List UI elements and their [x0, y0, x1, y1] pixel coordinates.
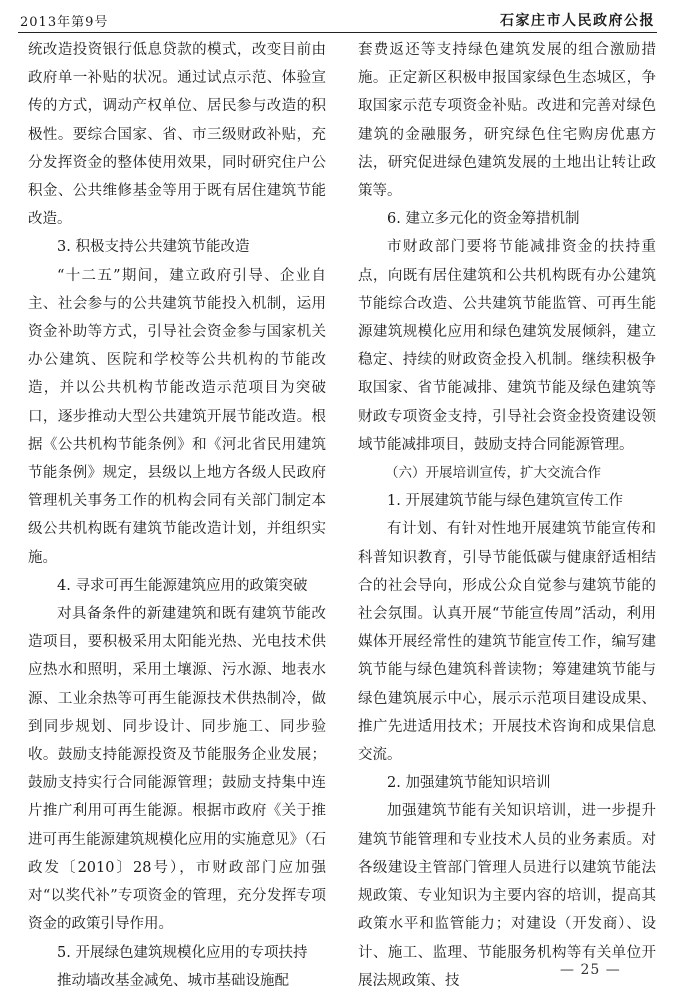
subheading: 1. 开展建筑节能与绿色建筑宣传工作: [387, 493, 623, 510]
subheading: 6. 建立多元化的资金筹措机制: [387, 211, 580, 228]
journal-title: 石家庄市人民政府公报: [500, 13, 655, 29]
paragraph: 对具备条件的新建建筑和既有建筑节能改造项目，要积极采用太阳能光热、光电技术供应热水和照明，采用土壤源、污水源、地表水源、工业余热等可再生能源技术供热制冷，做到同步规划、同步设计、同步施工、同步验收。鼓励支持能源投资及节能服务企业发展；鼓励支持实行合同能源管理；鼓励支持集中连片推广利用可再生能源。根据市政府《关于推进可再生能源建筑规模化应用的实施意见》（石政发〔2010〕28号），市财政部门应加强对“以奖代补”专项资金的管理，充分发挥专项资金的政策引导作用。: [28, 606, 326, 933]
left-column: [28, 36, 326, 995]
right-column: [358, 36, 656, 995]
page-number: — 25 —: [560, 962, 621, 978]
paragraph: 推动墙改基金减免、城市基础设施配: [57, 972, 289, 989]
paragraph: 市财政部门要将节能减排资金的扶持重点，向既有居住建筑和公共机构既有办公建筑节能综合改造、公共建筑节能监管、可再生能源建筑规模化应用和绿色建筑发展倾斜，建立稳定、持续的财政资金投入机制。继续积极争取国家、省节能减排、建筑节能及绿色建筑等财政专项资金支持，引导社会资金投资建设领域节能减排项目，鼓励支持合同能源管理。: [358, 239, 656, 453]
paragraph: 统改造投资银行低息贷款的模式，改变目前由政府单一补贴的状况。通过试点示范、体验宣传的方式，调动产权单位、居民参与改造的积极性。要综合国家、省、市三级财政补贴，充分发挥资金的整体使用效果，同时研究住户公积金、公共维修基金等用于既有居住建筑节能改造。: [28, 42, 326, 228]
section-heading: （六）开展培训宣传，扩大交流合作: [385, 465, 601, 482]
issue-label: 2013年第9号: [20, 15, 109, 30]
paragraph: “十二五”期间，建立政府引导、企业自主、社会参与的公共建筑节能投入机制，运用资金补助等方式，引导社会资金参与国家机关办公建筑、医院和学校等公共机构的节能改造，并以公共机构节能改造示范项目为突破口，逐步推动大型公共建筑开展节能改造。根据《公共机构节能条例》和《河北省民用建筑节能条例》规定，县级以上地方各级人民政府管理机关事务工作的机构会同有关部门制定本级公共机构既有建筑节能改造计划，并组织实施。: [28, 267, 326, 566]
paragraph: 加强建筑节能有关知识培训，进一步提升建筑节能管理和专业技术人员的业务素质。对各级建设主管部门管理人员进行以建筑节能法规政策、专业知识为主要内容的培训，提高其政策水平和监管能力；对建设（开发商）、设计、施工、监理、节能服务机构等有关单位开展法规政策、技: [358, 803, 656, 989]
subheading: 5. 开展绿色建筑规模化应用的专项扶持: [57, 944, 308, 961]
subheading: 2. 加强建筑节能知识培训: [387, 775, 551, 792]
page-header: [18, 8, 657, 33]
subheading: 4. 寻求可再生能源建筑应用的政策突破: [57, 577, 308, 594]
paragraph: 有计划、有针对性地开展建筑节能宣传和科普知识教育，引导节能低碳与健康舒适相结合的社会导向，形成公众自觉参与建筑节能的社会氛围。认真开展“节能宣传周”活动，利用媒体开展经常性的建筑节能宣传工作，编写建筑节能与绿色建筑科普读物；筹建建筑节能与绿色建筑展示中心，展示示范项目建设成果、推广先进适用技术；开展技术咨询和成果信息交流。: [358, 521, 656, 764]
subheading: 3. 积极支持公共建筑节能改造: [57, 239, 250, 256]
paragraph: 套费返还等支持绿色建筑发展的组合激励措施。正定新区积极申报国家绿色生态城区，争取国家示范专项资金补贴。改进和完善对绿色建筑的金融服务，研究绿色住宅购房优惠方法，研究促进绿色建筑发展的土地出让转让政策等。: [358, 42, 656, 200]
